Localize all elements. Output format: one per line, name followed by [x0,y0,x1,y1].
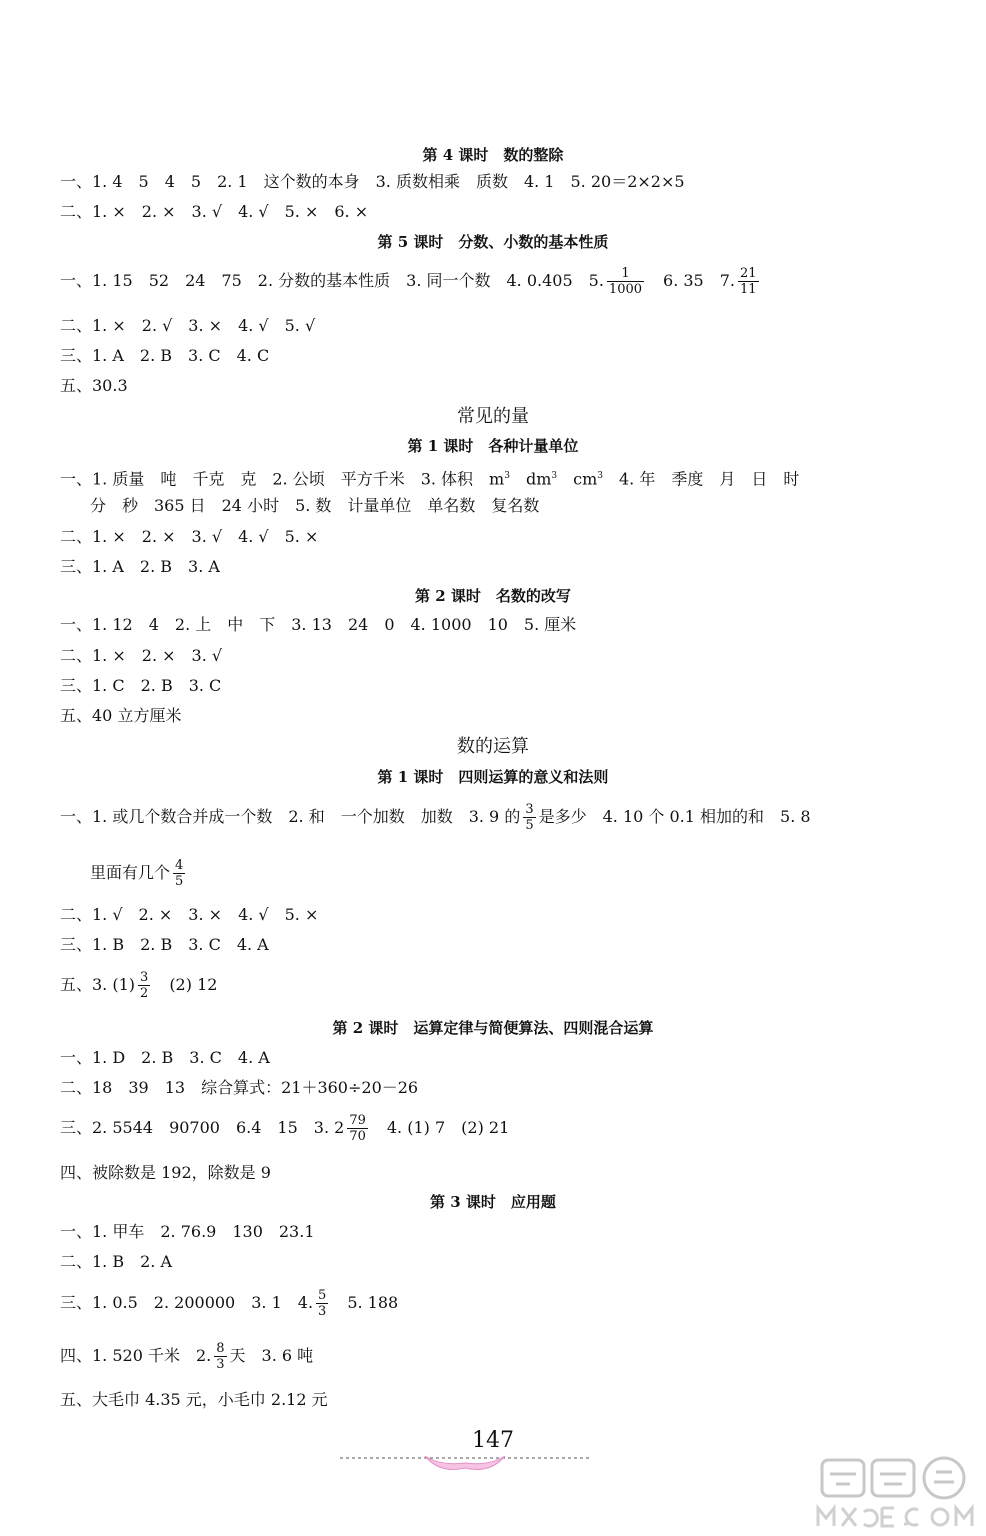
page-number: 147 [472,1428,514,1453]
answer-line-with-fractions [60,1341,313,1372]
fraction [607,266,644,297]
text-run: 天 3. 6 吨 [229,1346,314,1365]
numerator: 4 [175,858,184,873]
section-title: 第 5 课时 分数、小数的基本性质 [377,233,609,251]
text-run: 里面有几个 [90,863,171,882]
text-run: 四、1. 520 千米 2. [60,1346,212,1365]
answer-line: 五、大毛巾 4.35 元，小毛巾 2.12 元 [60,1390,328,1409]
answer-line-with-fractions [60,802,811,833]
section-title: 第 1 课时 各种计量单位 [407,437,579,455]
answer-line-with-fractions [60,1288,398,1319]
fraction [138,970,150,1001]
superscript: 3 [597,471,603,481]
answer-line-with-fractions [60,1113,509,1144]
answer-line: 三、1. C 2. B 3. C [60,676,222,695]
denominator: 5 [175,874,184,889]
text-run: 三、2. 5544 90700 6.4 15 3. 2 [60,1118,345,1137]
text-run: 5. 188 [331,1293,399,1312]
denominator: 3 [318,1304,327,1319]
answer-line: 一、1. 4 5 4 5 2. 1 这个数的本身 3. 质数相乘 质数 4. 1 5. 20＝2×2×5 [60,172,685,191]
answer-line: 二、1. B 2. A [60,1252,173,1271]
answer-line-with-fractions [60,266,762,297]
answer-line: 二、1. √ 2. × 3. × 4. √ 5. × [60,905,319,924]
answer-line: 五、40 立方厘米 [60,706,182,725]
text-run: dm [509,469,552,489]
answer-line: 二、1. × 2. × 3. √ 4. √ 5. × [60,527,319,546]
denominator: 70 [349,1129,366,1144]
fraction [523,802,535,833]
superscript: 3 [504,471,510,481]
answer-line: 五、30.3 [60,376,128,395]
numerator: 8 [216,1341,225,1356]
answer-line: 二、1. × 2. × 3. √ [60,646,223,665]
section-title: 第 4 课时 数的整除 [422,146,564,164]
numerator: 79 [349,1113,366,1128]
section-title: 第 2 课时 运算定律与简便算法、四则混合运算 [332,1019,654,1037]
answer-line: 二、1. × 2. × 3. √ 4. √ 5. × 6. × [60,202,369,221]
text-run: 4. 年 季度 月 日 时 [603,469,800,489]
answer-line: 一、1. D 2. B 3. C 4. A [60,1048,270,1067]
denominator: 11 [740,282,757,297]
denominator: 5 [525,818,534,833]
denominator: 3 [216,1357,225,1372]
fraction [173,858,185,889]
denominator: 1000 [608,282,643,297]
answer-line: 三、1. A 2. B 3. C 4. C [60,346,270,365]
unit-title: 数的运算 [457,736,529,757]
text-run: 是多少 4. 10 个 0.1 相加的和 5. 8 [538,807,811,826]
text-run: cm [557,469,598,489]
watermark-logo [812,1452,984,1536]
text-run: 4. (1) 7 (2) 21 [370,1118,510,1137]
fraction [316,1288,328,1319]
answer-line-with-fractions [90,858,188,889]
numerator: 5 [318,1288,327,1303]
text-run: 一、1. 或几个数合并成一个数 2. 和 一个加数 加数 3. 9 的 [60,807,521,826]
fraction [214,1341,226,1372]
section-title: 第 2 课时 名数的改写 [415,587,571,605]
numerator: 21 [740,266,757,281]
answer-line: 二、1. × 2. √ 3. × 4. √ 5. √ [60,316,316,335]
answer-line: 一、1. 甲车 2. 76.9 130 23.1 [60,1222,315,1241]
text-run: 一、1. 质量 吨 千克 克 2. 公顷 平方千米 3. 体积 m [60,469,505,489]
numerator: 3 [525,802,534,817]
denominator: 2 [140,986,149,1001]
answer-line: 三、1. A 2. B 3. A [60,557,220,576]
unit-title: 常见的量 [457,406,529,427]
text-run: 6. 35 7. [647,271,735,290]
section-title: 第 1 课时 四则运算的意义和法则 [377,768,609,786]
numerator: 3 [140,970,149,985]
answer-line-with-fractions [60,970,217,1001]
answer-line: 二、18 39 13 综合算式：21＋360÷20－26 [60,1078,419,1097]
fraction [738,266,759,297]
text-run: 五、3. (1) [60,975,136,994]
section-title: 第 3 课时 应用题 [430,1193,556,1211]
answer-line: 分 秒 365 日 24 小时 5. 数 计量单位 单名数 复名数 [90,496,540,515]
superscript: 3 [551,471,558,481]
text-run: 三、1. 0.5 2. 200000 3. 1 4. [60,1293,314,1312]
answer-line: 三、1. B 2. B 3. C 4. A [60,935,269,954]
answer-line [60,466,799,489]
text-run: 一、1. 15 52 24 75 2. 分数的基本性质 3. 同一个数 4. 0.405 5. [60,271,604,290]
text-run: (2) 12 [153,975,218,994]
page-number-ornament [340,1452,590,1476]
numerator: 1 [607,266,644,282]
answer-line: 四、被除数是 192，除数是 9 [60,1163,271,1182]
answer-line: 一、1. 12 4 2. 上 中 下 3. 13 24 0 4. 1000 10 5. 厘米 [60,615,577,634]
fraction [347,1113,368,1144]
